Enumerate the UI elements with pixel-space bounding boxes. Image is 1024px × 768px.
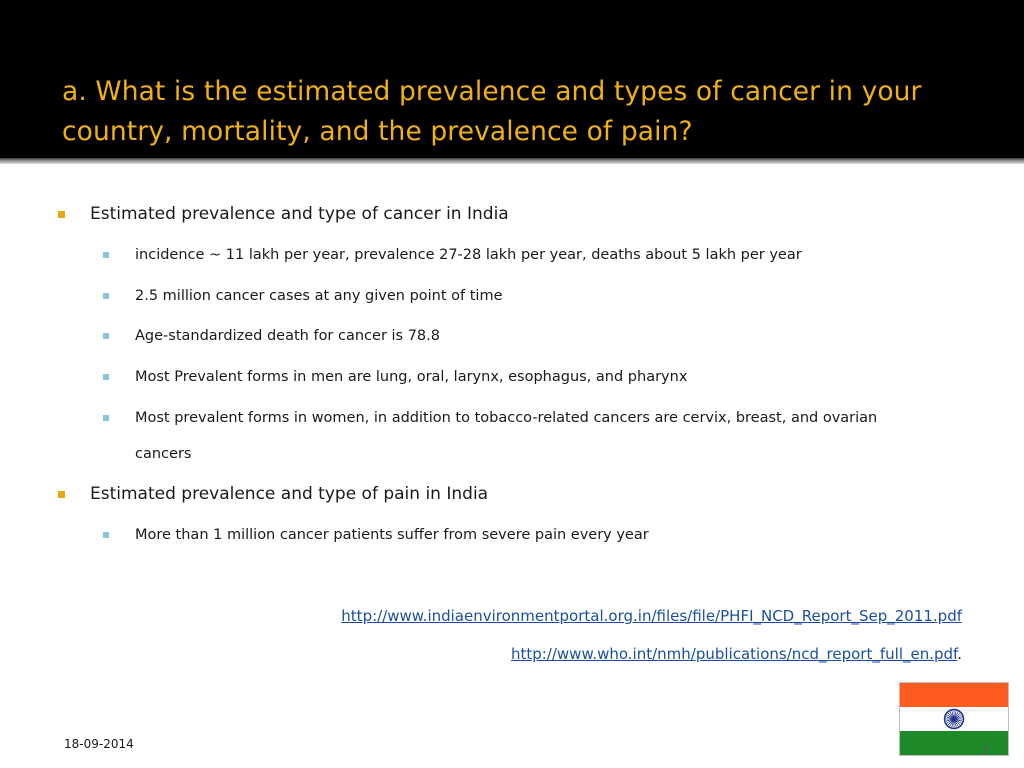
sub-bullet-text: Most prevalent forms in women, in addition to tobacco-related cancers are cervix, breast, and ovarian cancers (135, 410, 878, 462)
sub-bullet-cases (135, 278, 935, 314)
india-flag-icon (899, 682, 1009, 756)
sub-bullet-marker (103, 374, 109, 380)
sub-bullet-men (135, 359, 935, 395)
sub-bullet-marker (103, 333, 109, 339)
sub-bullet-marker (103, 532, 109, 538)
sub-bullet-death-rate (135, 318, 935, 354)
reference-link-who[interactable]: http://www.who.int/nmh/publications/ncd_report_full_en.pdf (510, 645, 958, 663)
flag-green-band (900, 731, 1008, 755)
flag-saffron-band (900, 683, 1008, 707)
page-number: 3 (982, 744, 989, 757)
bullet-pain-prevalence (90, 482, 488, 506)
bullet-marker (58, 491, 65, 498)
sub-bullet-marker (103, 415, 109, 421)
sub-bullet-text: Age-standardized death for cancer is 78.8 (135, 328, 440, 344)
bullet-text: Estimated prevalence and type of cancer in India (90, 204, 509, 224)
reference-2 (511, 643, 962, 665)
reference-suffix: . (957, 645, 962, 663)
bullet-marker (58, 211, 65, 218)
slide-date: 18-09-2014 (64, 737, 134, 751)
sub-bullet-women (135, 400, 915, 472)
sub-bullet-incidence (135, 237, 935, 273)
sub-bullet-text: incidence ~ 11 lakh per year, prevalence 27-28 lakh per year, deaths about 5 lakh per year (135, 247, 802, 263)
sub-bullet-text: 2.5 million cancer cases at any given point of time (135, 288, 503, 304)
bullet-cancer-prevalence (90, 202, 509, 226)
sub-bullet-text: More than 1 million cancer patients suffer from severe pain every year (135, 527, 649, 543)
ashoka-chakra-icon (943, 708, 965, 730)
sub-bullet-text: Most Prevalent forms in men are lung, oral, larynx, esophagus, and pharynx (135, 369, 688, 385)
sub-bullet-pain (135, 517, 935, 553)
reference-1 (341, 605, 962, 627)
slide-title: a. What is the estimated prevalence and types of cancer in your country, mortality, and the prevalence of pain? (62, 76, 922, 147)
title-divider (0, 158, 1024, 164)
sub-bullet-marker (103, 293, 109, 299)
reference-link-phfi[interactable]: http://www.indiaenvironmentportal.org.in/files/file/PHFI_NCD_Report_Sep_2011.pdf (341, 607, 962, 625)
bullet-text: Estimated prevalence and type of pain in India (90, 484, 489, 504)
sub-bullet-marker (103, 252, 109, 258)
